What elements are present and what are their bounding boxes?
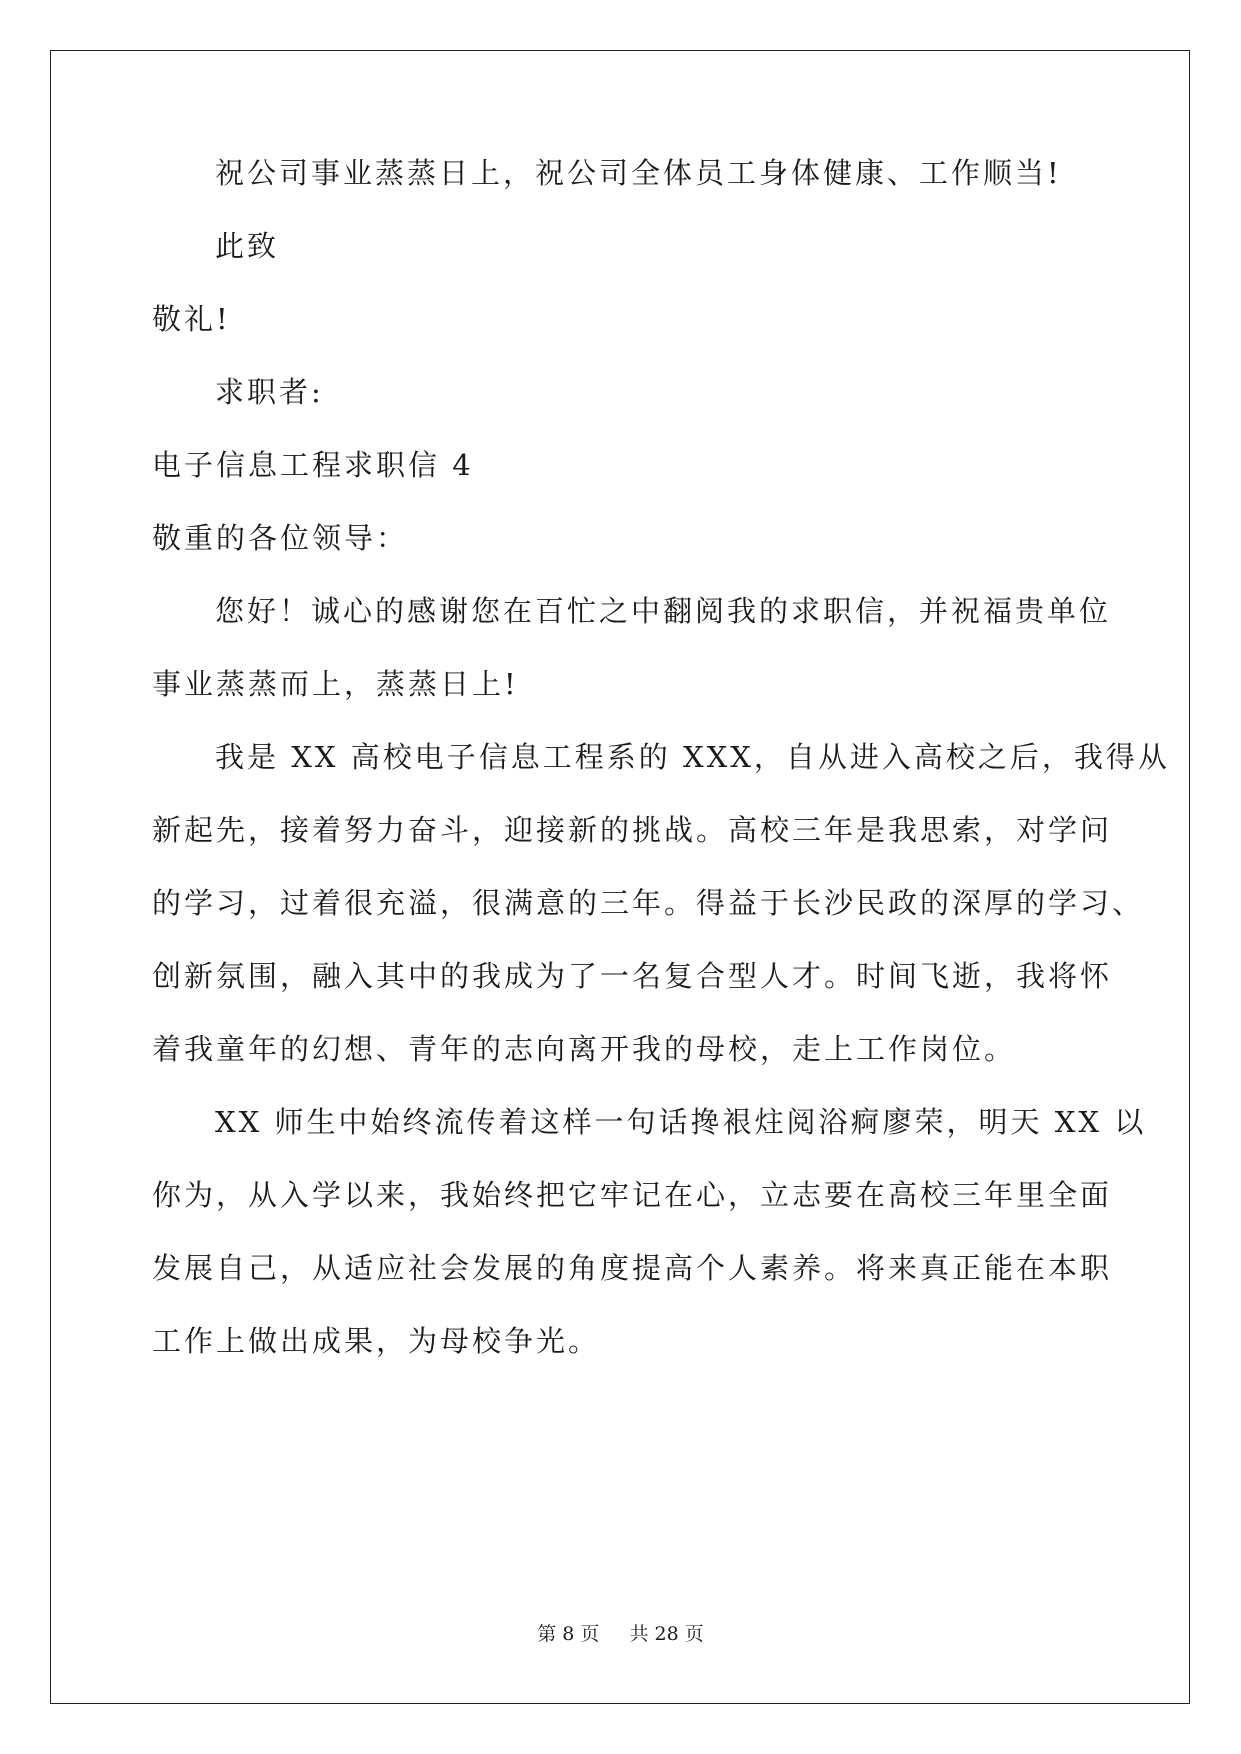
paragraph-3-line-2: 你为，从入学以来，我始终把它牢记在心，立志要在高校三年里全面: [152, 1178, 1113, 1212]
paragraph-2-line-2: 新起先，接着努力奋斗，迎接新的挑战。高校三年是我思索，对学问: [152, 813, 1113, 847]
salutation-jing-li: 敬礼!: [152, 302, 231, 336]
paragraph-1-line-2: 事业蒸蒸而上，蒸蒸日上!: [152, 667, 519, 701]
paragraph-2-line-5: 着我童年的幻想、青年的志向离开我的母校，走上工作岗位。: [152, 1032, 1017, 1066]
page-number: 第 8 页: [537, 1623, 600, 1645]
paragraph-3-line-4: 工作上做出成果，为母校争光。: [152, 1324, 601, 1358]
paragraph-2-line-1: 我是 XX 高校电子信息工程系的 XXX，自从进入高校之后，我得从: [215, 740, 1170, 774]
paragraph-2-line-4: 创新氛围，融入其中的我成为了一名复合型人才。时间飞逝，我将怀: [152, 959, 1113, 993]
salutation-ci-zhi: 此致: [215, 229, 280, 263]
paragraph-1-line-1: 您好！诚心的感谢您在百忙之中翻阅我的求职信，并祝福贵单位: [215, 594, 1112, 628]
closing-wish: 祝公司事业蒸蒸日上，祝公司全体员工身体健康、工作顺当!: [215, 156, 1062, 190]
page-footer: [0, 1622, 1241, 1646]
paragraph-3-line-1: XX 师生中始终流传着这样一句话搀裉炷阅浴痾廖荣，明天 XX 以: [215, 1105, 1147, 1139]
page-total: 共 28 页: [629, 1623, 704, 1645]
paragraph-2-line-3: 的学习，过着很充溢，很满意的三年。得益于长沙民政的深厚的学习、: [152, 886, 1145, 920]
letter-greeting: 敬重的各位领导：: [152, 521, 409, 555]
signature-applicant: 求职者:: [215, 375, 324, 409]
paragraph-3-line-3: 发展自己，从适应社会发展的角度提高个人素养。将来真正能在本职: [152, 1251, 1113, 1285]
letter-heading: 电子信息工程求职信 4: [152, 448, 474, 482]
